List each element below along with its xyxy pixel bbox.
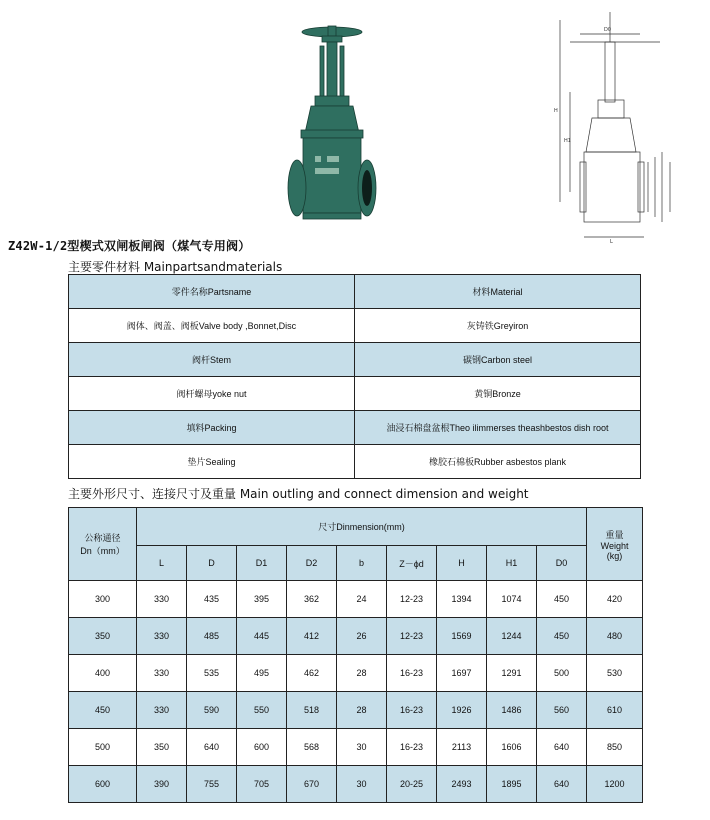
dimension-cell: 485 bbox=[187, 618, 237, 655]
dimension-cell: 518 bbox=[287, 692, 337, 729]
dimension-cell: 670 bbox=[287, 766, 337, 803]
weight-cell: 1200 bbox=[587, 766, 643, 803]
material-column-header: 材料Material bbox=[355, 275, 641, 309]
dimension-cell: 1486 bbox=[487, 692, 537, 729]
weight-cell: 850 bbox=[587, 729, 643, 766]
dimension-column-header: Z－ϕd bbox=[387, 546, 437, 581]
dimension-cell: 590 bbox=[187, 692, 237, 729]
dimension-cell: 640 bbox=[537, 766, 587, 803]
dimension-cell: 1074 bbox=[487, 581, 537, 618]
material-name: 油浸石棉盘盆根Theo ilimmerses theashbestos dish root bbox=[355, 411, 641, 445]
dimension-cell: 330 bbox=[137, 581, 187, 618]
dimension-column-header: H bbox=[437, 546, 487, 581]
dimension-cell: 412 bbox=[287, 618, 337, 655]
parts-column-header: 零件名称Partsname bbox=[69, 275, 355, 309]
dimension-cell: 28 bbox=[337, 692, 387, 729]
part-name: 阀杆Stem bbox=[69, 343, 355, 377]
material-name: 碳钢Carbon steel bbox=[355, 343, 641, 377]
dimension-column-header: D0 bbox=[537, 546, 587, 581]
weight-header: 重量 Weight (kg) bbox=[587, 508, 643, 581]
dimension-cell: 500 bbox=[537, 655, 587, 692]
table-row bbox=[69, 343, 641, 377]
dn-cell: 500 bbox=[69, 729, 137, 766]
dimension-cell: 1606 bbox=[487, 729, 537, 766]
dimension-column-header: H1 bbox=[487, 546, 537, 581]
dimension-cell: 755 bbox=[187, 766, 237, 803]
valve-photo bbox=[287, 18, 377, 233]
table-row bbox=[69, 377, 641, 411]
dimension-column-header: D1 bbox=[237, 546, 287, 581]
table-row bbox=[69, 445, 641, 479]
dim-label-l: L bbox=[610, 239, 613, 244]
dimension-cell: 16-23 bbox=[387, 729, 437, 766]
dimension-cell: 26 bbox=[337, 618, 387, 655]
dim-label-h1: H1 bbox=[564, 138, 571, 144]
dimension-column-header: D2 bbox=[287, 546, 337, 581]
part-name: 垫片Sealing bbox=[69, 445, 355, 479]
dimension-cell: 30 bbox=[337, 729, 387, 766]
dimension-cell: 445 bbox=[237, 618, 287, 655]
table-row bbox=[69, 692, 643, 729]
dimension-cell: 640 bbox=[187, 729, 237, 766]
table-row bbox=[69, 766, 643, 803]
dimension-cell: 16-23 bbox=[387, 655, 437, 692]
dimension-cell: 1697 bbox=[437, 655, 487, 692]
dimension-cell: 28 bbox=[337, 655, 387, 692]
dimension-cell: 330 bbox=[137, 618, 187, 655]
part-name: 填料Packing bbox=[69, 411, 355, 445]
dimension-cell: 330 bbox=[137, 655, 187, 692]
dimension-cell: 1569 bbox=[437, 618, 487, 655]
materials-table bbox=[68, 274, 641, 479]
dn-cell: 450 bbox=[69, 692, 137, 729]
dimension-cell: 330 bbox=[137, 692, 187, 729]
dimension-cell: 395 bbox=[237, 581, 287, 618]
dimension-cell: 1895 bbox=[487, 766, 537, 803]
dimension-cell: 640 bbox=[537, 729, 587, 766]
table-row bbox=[69, 411, 641, 445]
dimension-cell: 350 bbox=[137, 729, 187, 766]
dimension-column-header: L bbox=[137, 546, 187, 581]
material-name: 橡胶石棉板Rubber asbestos plank bbox=[355, 445, 641, 479]
dn-cell: 350 bbox=[69, 618, 137, 655]
materials-heading: 主要零件材料 Mainpartsandmaterials bbox=[68, 260, 283, 274]
part-name: 阀体、阀盖、阀板Valve body ,Bonnet,Disc bbox=[69, 309, 355, 343]
weight-cell: 610 bbox=[587, 692, 643, 729]
dimension-cell: 1394 bbox=[437, 581, 487, 618]
model-title: Z42W-1/2型楔式双闸板闸阀（煤气专用阀） bbox=[8, 239, 251, 253]
dim-label-h: H bbox=[554, 108, 558, 114]
dn-header: 公称通径 Dn（mm） bbox=[69, 508, 137, 581]
material-name: 黄铜Bronze bbox=[355, 377, 641, 411]
dimension-column-header: D bbox=[187, 546, 237, 581]
dimension-column-header: b bbox=[337, 546, 387, 581]
dimension-cell: 362 bbox=[287, 581, 337, 618]
dimension-cell: 2493 bbox=[437, 766, 487, 803]
part-name: 阀杆螺母yoke nut bbox=[69, 377, 355, 411]
table-row bbox=[69, 655, 643, 692]
dimension-cell: 535 bbox=[187, 655, 237, 692]
dimensions-table bbox=[68, 507, 643, 803]
material-name: 灰铸铁Greyiron bbox=[355, 309, 641, 343]
dimension-cell: 24 bbox=[337, 581, 387, 618]
dimension-cell: 12-23 bbox=[387, 618, 437, 655]
weight-cell: 420 bbox=[587, 581, 643, 618]
dimension-cell: 462 bbox=[287, 655, 337, 692]
dimension-cell: 1244 bbox=[487, 618, 537, 655]
dimension-cell: 495 bbox=[237, 655, 287, 692]
dimensions-heading: 主要外形尺寸、连接尺寸及重量 Main outling and connect dimension and weight bbox=[68, 487, 529, 501]
dimension-cell: 435 bbox=[187, 581, 237, 618]
dimension-cell: 450 bbox=[537, 581, 587, 618]
table-row bbox=[69, 581, 643, 618]
dimension-cell: 1291 bbox=[487, 655, 537, 692]
dimension-cell: 705 bbox=[237, 766, 287, 803]
table-row bbox=[69, 729, 643, 766]
dimension-cell: 568 bbox=[287, 729, 337, 766]
weight-cell: 480 bbox=[587, 618, 643, 655]
dimension-cell: 30 bbox=[337, 766, 387, 803]
dimension-cell: 16-23 bbox=[387, 692, 437, 729]
dn-cell: 600 bbox=[69, 766, 137, 803]
table-row bbox=[69, 309, 641, 343]
dimension-cell: 390 bbox=[137, 766, 187, 803]
dim-label-d0: D0 bbox=[604, 27, 612, 33]
dimension-cell: 2113 bbox=[437, 729, 487, 766]
dimension-cell: 560 bbox=[537, 692, 587, 729]
dimension-cell: 600 bbox=[237, 729, 287, 766]
dimension-group-header: 尺寸Dinmension(mm) bbox=[137, 508, 587, 546]
dimension-cell: 1926 bbox=[437, 692, 487, 729]
dimension-cell: 12-23 bbox=[387, 581, 437, 618]
valve-technical-drawing bbox=[540, 12, 690, 244]
dn-cell: 400 bbox=[69, 655, 137, 692]
table-row bbox=[69, 618, 643, 655]
dimension-cell: 550 bbox=[237, 692, 287, 729]
dn-cell: 300 bbox=[69, 581, 137, 618]
dimension-cell: 450 bbox=[537, 618, 587, 655]
dimension-cell: 20-25 bbox=[387, 766, 437, 803]
weight-cell: 530 bbox=[587, 655, 643, 692]
